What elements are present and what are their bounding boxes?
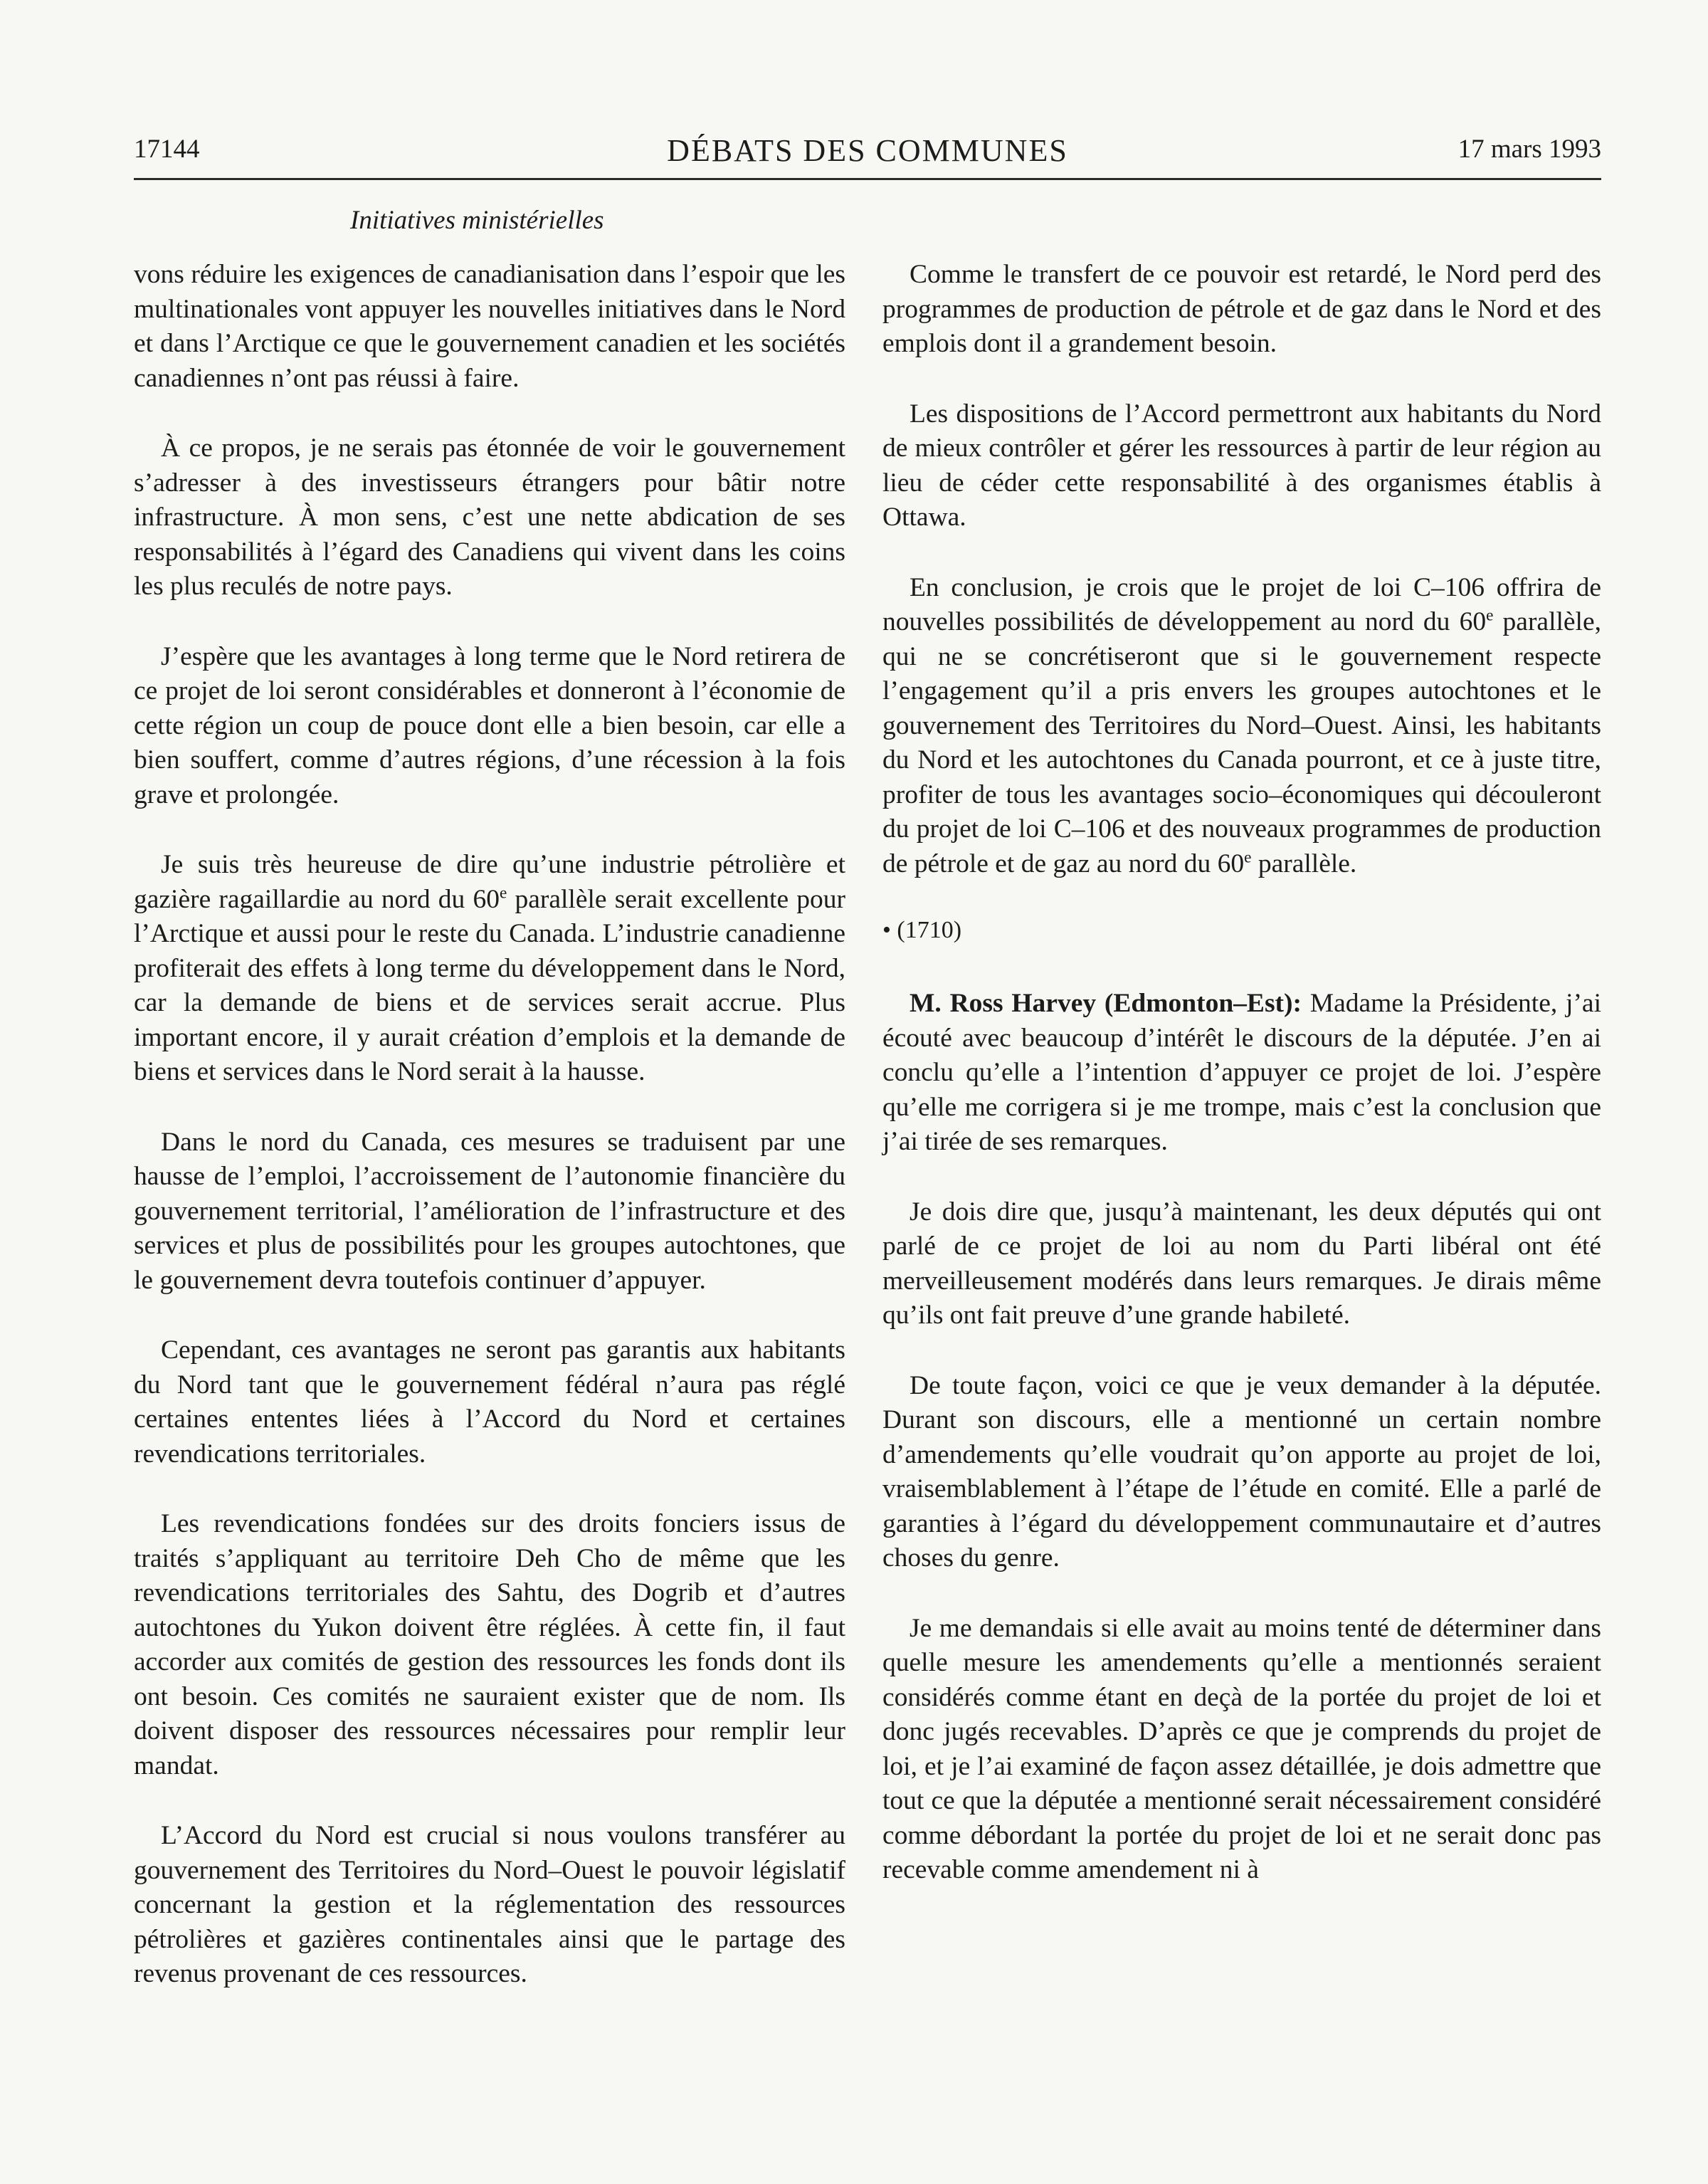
paragraph: De toute façon, voici ce que je veux demander à la députée. Durant son discours, elle a mentionné un certain nombre d’amendements qu’elle voudrait qu’on apporte au projet de loi, vraisemblablement à l’étape de l’étude en comité. Elle a parlé de garanties à l’égard du développement communautaire et d’autres choses du genre. — [882, 1370, 1601, 1573]
paragraph: Les dispositions de l’Accord permettront aux habitants du Nord de mieux contrôler et gérer les ressources à partir de leur région au lieu de céder cette responsabilité à des organismes établis à Ottawa. — [882, 399, 1601, 532]
paragraph: Je dois dire que, jusqu’à maintenant, les deux députés qui ont parlé de ce projet de loi au nom du Parti libéral ont été merveilleusement modérés dans leurs remarques. Je dirais même qu’ils ont fait preuve d’une grande habileté. — [882, 1197, 1601, 1330]
paragraph: L’Accord du Nord est crucial si nous voulons transférer au gouvernement des Territoires du Nord–Ouest le pouvoir législatif concernant la gestion et la réglementation des ressources pétrolières et gazières continentales ainsi que le partage des revenus provenant de ces ressources. — [134, 1821, 845, 1988]
superscript: e — [1244, 848, 1252, 866]
section-label: Initiatives ministérielles — [350, 206, 604, 235]
text-span: En conclusion, je crois que le projet de loi C–106 offrira de nouvelles possibilités de développement au nord du 60 — [882, 572, 1601, 636]
paragraph: J’espère que les avantages à long terme que le Nord retirera de ce projet de loi seront considérables et donneront à l’économie de cette région un coup de pouce dont elle a bien besoin, car elle a bien souffert, comme d’autres régions, d’une récession à la fois grave et prolongée. — [134, 641, 845, 809]
paragraph: Je me demandais si elle avait au moins tenté de déterminer dans quelle mesure les amendements qu’elle a mentionnés seraient considérés comme étant en deçà de la portée du projet de loi et donc jugés recevables. D’après ce que je comprends du projet de loi, et je l’ai examiné de façon assez détaillée, je dois admettre que tout ce que la députée a mentionné serait nécessairement considéré comme débordant la portée du projet de loi et ne serait donc pas recevable comme amendement ni à — [882, 1613, 1601, 1884]
paragraph: Comme le transfert de ce pouvoir est retardé, le Nord perd des programmes de production de pétrole et de gaz dans le Nord et des emplois dont il a grandement besoin. — [882, 260, 1601, 358]
paragraph — [882, 571, 1601, 882]
time-marker: • (1710) — [882, 917, 962, 943]
text-span: parallèle serait excellente pour l’Arctique et aussi pour le reste du Canada. L’industrie canadienne profiterait des effets à long terme du développement dans le Nord, car la demande de biens et de services serait accrue. Plus important encore, il y aurait création d’emplois et la demande de biens et services dans le Nord serait à la hausse. — [134, 884, 846, 1086]
paragraph: Cependant, ces avantages ne seront pas garantis aux habitants du Nord tant que le gouvernement fédéral n’aura pas réglé certaines ententes liées à l’Accord du Nord et certaines revendications territoriales. — [134, 1335, 845, 1469]
text-span: parallèle. — [1251, 849, 1357, 878]
speaker-name: M. Ross Harvey (Edmonton–Est): — [910, 989, 1302, 1018]
paragraph: vons réduire les exigences de canadianisation dans l’espoir que les multinationales vont appuyer les nouvelles initiatives dans le Nord et dans l’Arctique ce que le gouvernement canadien et les sociétés canadiennes n’ont pas réussi à faire. — [134, 260, 845, 393]
page-header — [134, 128, 1601, 180]
paragraph — [134, 848, 845, 1090]
paragraph: À ce propos, je ne serais pas étonnée de voir le gouvernement s’adresser à des investisseurs étrangers pour bâtir notre infrastructure. À mon sens, c’est une nette abdication de ses responsabilités à l’égard des Canadiens qui vivent dans les coins les plus reculés de notre pays. — [134, 434, 845, 601]
superscript: e — [499, 883, 507, 902]
text-span: Je suis très heureuse de dire qu’une industrie pétrolière et gazière ragaillardie au nord du 60 — [134, 850, 845, 914]
text-span: Madame la Présidente, j’ai écouté avec beaucoup d’intérêt le discours de la députée. J’en ai conclu qu’elle a l’intention d’appuyer ce projet de loi. J’espère qu’elle me corrigera si je me trompe, mais c’est la conclusion que j’ai tirée de ses remarques. — [882, 989, 1601, 1156]
superscript: e — [1486, 606, 1494, 625]
paragraph — [882, 987, 1601, 1160]
left-column — [134, 258, 845, 2027]
text-span: parallèle, qui ne se concrétiseront que si le gouvernement respecte l’engagement qu’il a pris envers les groupes autochtones et le gouvernement des Territoires du Nord–Ouest. Ainsi, les habitants du Nord et les autochtones du Canada pourront, et ce à juste titre, profiter de tous les avantages socio–économiques qui découleront du projet de loi C–106 et des nouveaux programmes de production de pétrole et de gaz au nord du 60 — [882, 607, 1601, 878]
right-column — [882, 258, 1601, 1923]
page-date: 17 mars 1993 — [1457, 135, 1601, 164]
paragraph: Les revendications fondées sur des droits fonciers issus de traités s’appliquant au territoire Deh Cho de même que les revendications territoriales des Sahtu, des Dogrib et d’autres autochtones du Yukon doivent être réglées. À cette fin, il faut accorder aux comités de gestion des ressources les fonds dont ils ont besoin. Ces comités ne sauraient exister que de nom. Ils doivent disposer des ressources nécessaires pour remplir leur mandat. — [134, 1509, 845, 1780]
journal-title: DÉBATS DES COMMUNES — [667, 133, 1068, 168]
page-number: 17144 — [134, 135, 200, 164]
paragraph: Dans le nord du Canada, ces mesures se traduisent par une hausse de l’emploi, l’accroissement de l’autonomie financière du gouvernement territorial, l’amélioration de l’infrastructure et des services et plus de possibilités pour les groupes autochtones, que le gouvernement devra toutefois continuer d’appuyer. — [134, 1127, 845, 1295]
